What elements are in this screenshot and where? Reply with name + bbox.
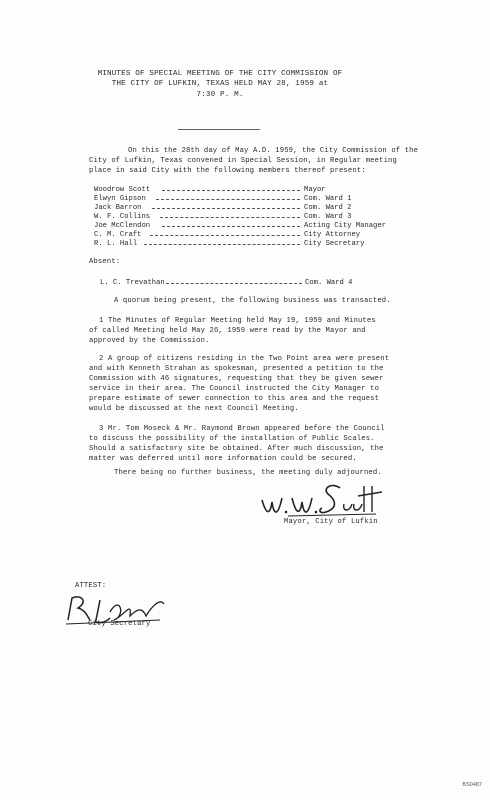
- item-3-line-2: to discuss the possibility of the installation of Public Scales.: [89, 435, 375, 443]
- item-3-line-3: Should a satisfactory site be obtained. After much discussion, the: [89, 445, 384, 453]
- roster-office: Com. Ward 1: [304, 195, 352, 203]
- roster-office: City Secretary: [304, 240, 365, 248]
- roster-row-mayor: [94, 186, 394, 195]
- leader-dashes: [166, 283, 302, 284]
- roster-row-city-attorney: [94, 231, 394, 240]
- item-2-line-2: and with Kenneth Strahan as spokesman, presented a petition to the: [89, 365, 384, 373]
- item-3-line-1: Mr. Tom Moseck & Mr. Raymond Brown appeared before the Council: [108, 425, 385, 433]
- intro-line-2: City of Lufkin, Texas convened in Special Session, in Regular meeting: [89, 157, 397, 165]
- roster-row-ward-3: [94, 213, 394, 222]
- roster-row-city-manager: [94, 222, 424, 231]
- roster-row-ward-2: [94, 204, 394, 213]
- intro-line-1: On this the 28th day of May A.D. 1959, the City Commission of the: [128, 147, 419, 155]
- roster-name: Woodrow Scott: [94, 186, 151, 194]
- archive-stamp: BS0487: [462, 782, 482, 788]
- intro-line-3: place in said City with the following members thereof present:: [89, 167, 366, 175]
- leader-dashes: [162, 226, 300, 227]
- roster-office: Com. Ward 3: [304, 213, 352, 221]
- mayor-signature: [258, 478, 388, 520]
- mayor-title: Mayor, City of Lufkin: [284, 518, 378, 526]
- item-1-line-3: approved by the Commission.: [89, 337, 210, 345]
- header-divider: [178, 129, 260, 130]
- roster-row-city-secretary: [94, 240, 394, 249]
- header-line-1: MINUTES OF SPECIAL MEETING OF THE CITY COMMISSION OF: [97, 70, 343, 78]
- header-line-3: 7:30 P. M.: [196, 91, 244, 99]
- leader-dashes: [152, 208, 300, 209]
- leader-dashes: [156, 199, 300, 200]
- item-1-line-1: The Minutes of Regular Meeting held May 19, 1959 and Minutes: [108, 317, 376, 325]
- item-2-line-5: prepare estimate of sewer connection to this area and the request: [89, 395, 380, 403]
- absent-row: [100, 279, 400, 288]
- item-number-3: 3: [99, 425, 104, 433]
- roster-office: City Attorney: [304, 231, 361, 239]
- quorum-statement: A quorum being present, the following business was transacted.: [114, 297, 391, 305]
- item-3-line-4: matter was deferred until more information could be secured.: [89, 455, 357, 463]
- item-2-line-6: would be discussed at the next Council Meeting.: [89, 405, 299, 413]
- leader-dashes: [162, 190, 300, 191]
- secretary-title: City Secretary: [88, 620, 151, 628]
- item-2-line-4: service in their area. The Council instructed the City Manager to: [89, 385, 380, 393]
- adjournment-statement: There being no further business, the meeting duly adjourned.: [114, 469, 382, 477]
- item-1-line-2: of called Meeting held May 26, 1959 were read by the Mayor and: [89, 327, 366, 335]
- item-2-line-1: A group of citizens residing in the Two Point area were present: [108, 355, 390, 363]
- roster-name: Jack Barron: [94, 204, 142, 212]
- absent-label: Absent:: [89, 258, 121, 266]
- roster-name: W. F. Collins: [94, 213, 151, 221]
- roster-office: Com. Ward 2: [304, 204, 352, 212]
- roster-row-ward-1: [94, 195, 394, 204]
- attest-label: ATTEST:: [75, 582, 107, 590]
- leader-dashes: [144, 244, 300, 245]
- leader-dashes: [160, 217, 300, 218]
- roster-name: Elwyn Gipson: [94, 195, 146, 203]
- header-line-2: THE CITY OF LUFKIN, TEXAS HELD MAY 28, 1959 at: [111, 80, 329, 88]
- roster-office: Mayor: [304, 186, 326, 194]
- absent-name: L. C. Trevathan: [100, 279, 165, 287]
- roster-office: Acting City Manager: [304, 222, 386, 230]
- item-2-line-3: Commission with 46 signatures, requesting that they be given sewer: [89, 375, 384, 383]
- item-number-1: 1: [99, 317, 104, 325]
- item-number-2: 2: [99, 355, 104, 363]
- absent-office: Com. Ward 4: [305, 279, 353, 287]
- roster-name: Joe McClendon: [94, 222, 151, 230]
- roster-name: R. L. Hall: [94, 240, 138, 248]
- leader-dashes: [150, 235, 300, 236]
- roster-name: C. M. Craft: [94, 231, 142, 239]
